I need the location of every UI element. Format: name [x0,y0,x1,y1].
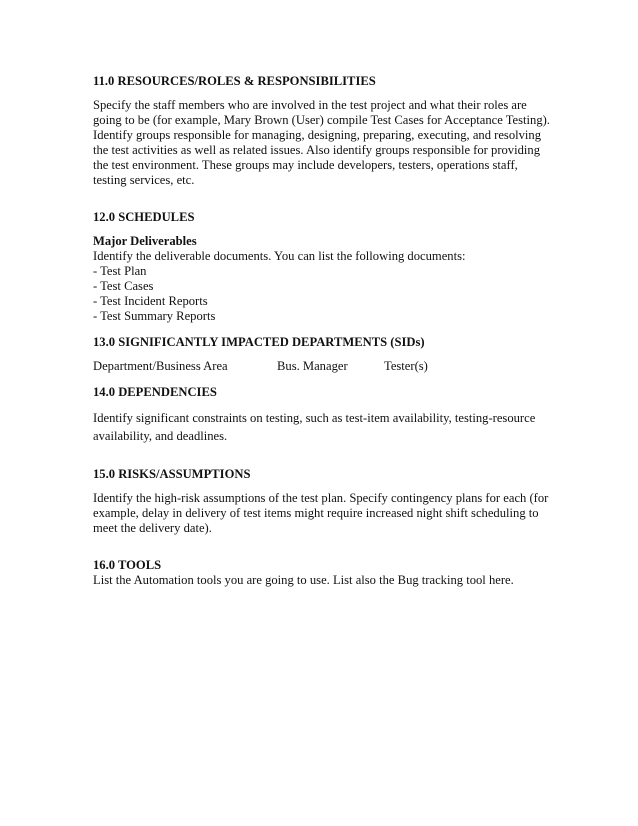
list-item: - Test Cases [93,279,154,293]
section-heading: 14.0 DEPENDENCIES [93,385,217,399]
list-item: - Test Summary Reports [93,309,216,323]
deliverables-list [93,264,553,324]
section-heading: 12.0 SCHEDULES [93,210,195,224]
column-label: Department/Business Area [93,359,228,373]
section-resources [93,74,553,188]
section-risks [93,467,553,536]
section-tools [93,558,553,588]
subsection-heading: Major Deliverables [93,234,197,248]
list-item: - Test Incident Reports [93,294,208,308]
section-body: List the Automation tools you are going to use. List also the Bug tracking tool here. [93,573,514,587]
section-body: Identify the deliverable documents. You can list the following documents: [93,249,466,263]
section-heading: 13.0 SIGNIFICANTLY IMPACTED DEPARTMENTS (SIDs) [93,335,425,349]
column-label: Bus. Manager [277,359,348,373]
section-body: Identify the high-risk assumptions of the test plan. Specify contingency plans for each (for example, delay in delivery of test items might require increased night shift scheduling to meet the delivery date). [93,491,549,535]
departments-row [93,359,553,374]
document-page [93,74,553,588]
section-heading: 11.0 RESOURCES/ROLES & RESPONSIBILITIES [93,74,376,88]
section-heading: 16.0 TOOLS [93,558,162,572]
column-label: Tester(s) [384,359,428,373]
list-item: - Test Plan [93,264,147,278]
section-body: Specify the staff members who are involved in the test project and what their roles are going to be (for example, Mary Brown (User) compile Test Cases for Acceptance Testing). Identify groups responsible for managing, designing, preparing, executing, and resolving the test activities as well as related issues. Also identify groups responsible for providing the test environment. These groups may include developers, testers, operations staff, testing services, etc. [93,98,550,187]
section-body: Identify significant constraints on testing, such as test-item availability, testing-resource availability, and deadlines. [93,411,536,443]
section-departments [93,335,553,374]
section-dependencies [93,385,553,445]
section-heading: 15.0 RISKS/ASSUMPTIONS [93,467,251,481]
section-schedules [93,210,553,324]
